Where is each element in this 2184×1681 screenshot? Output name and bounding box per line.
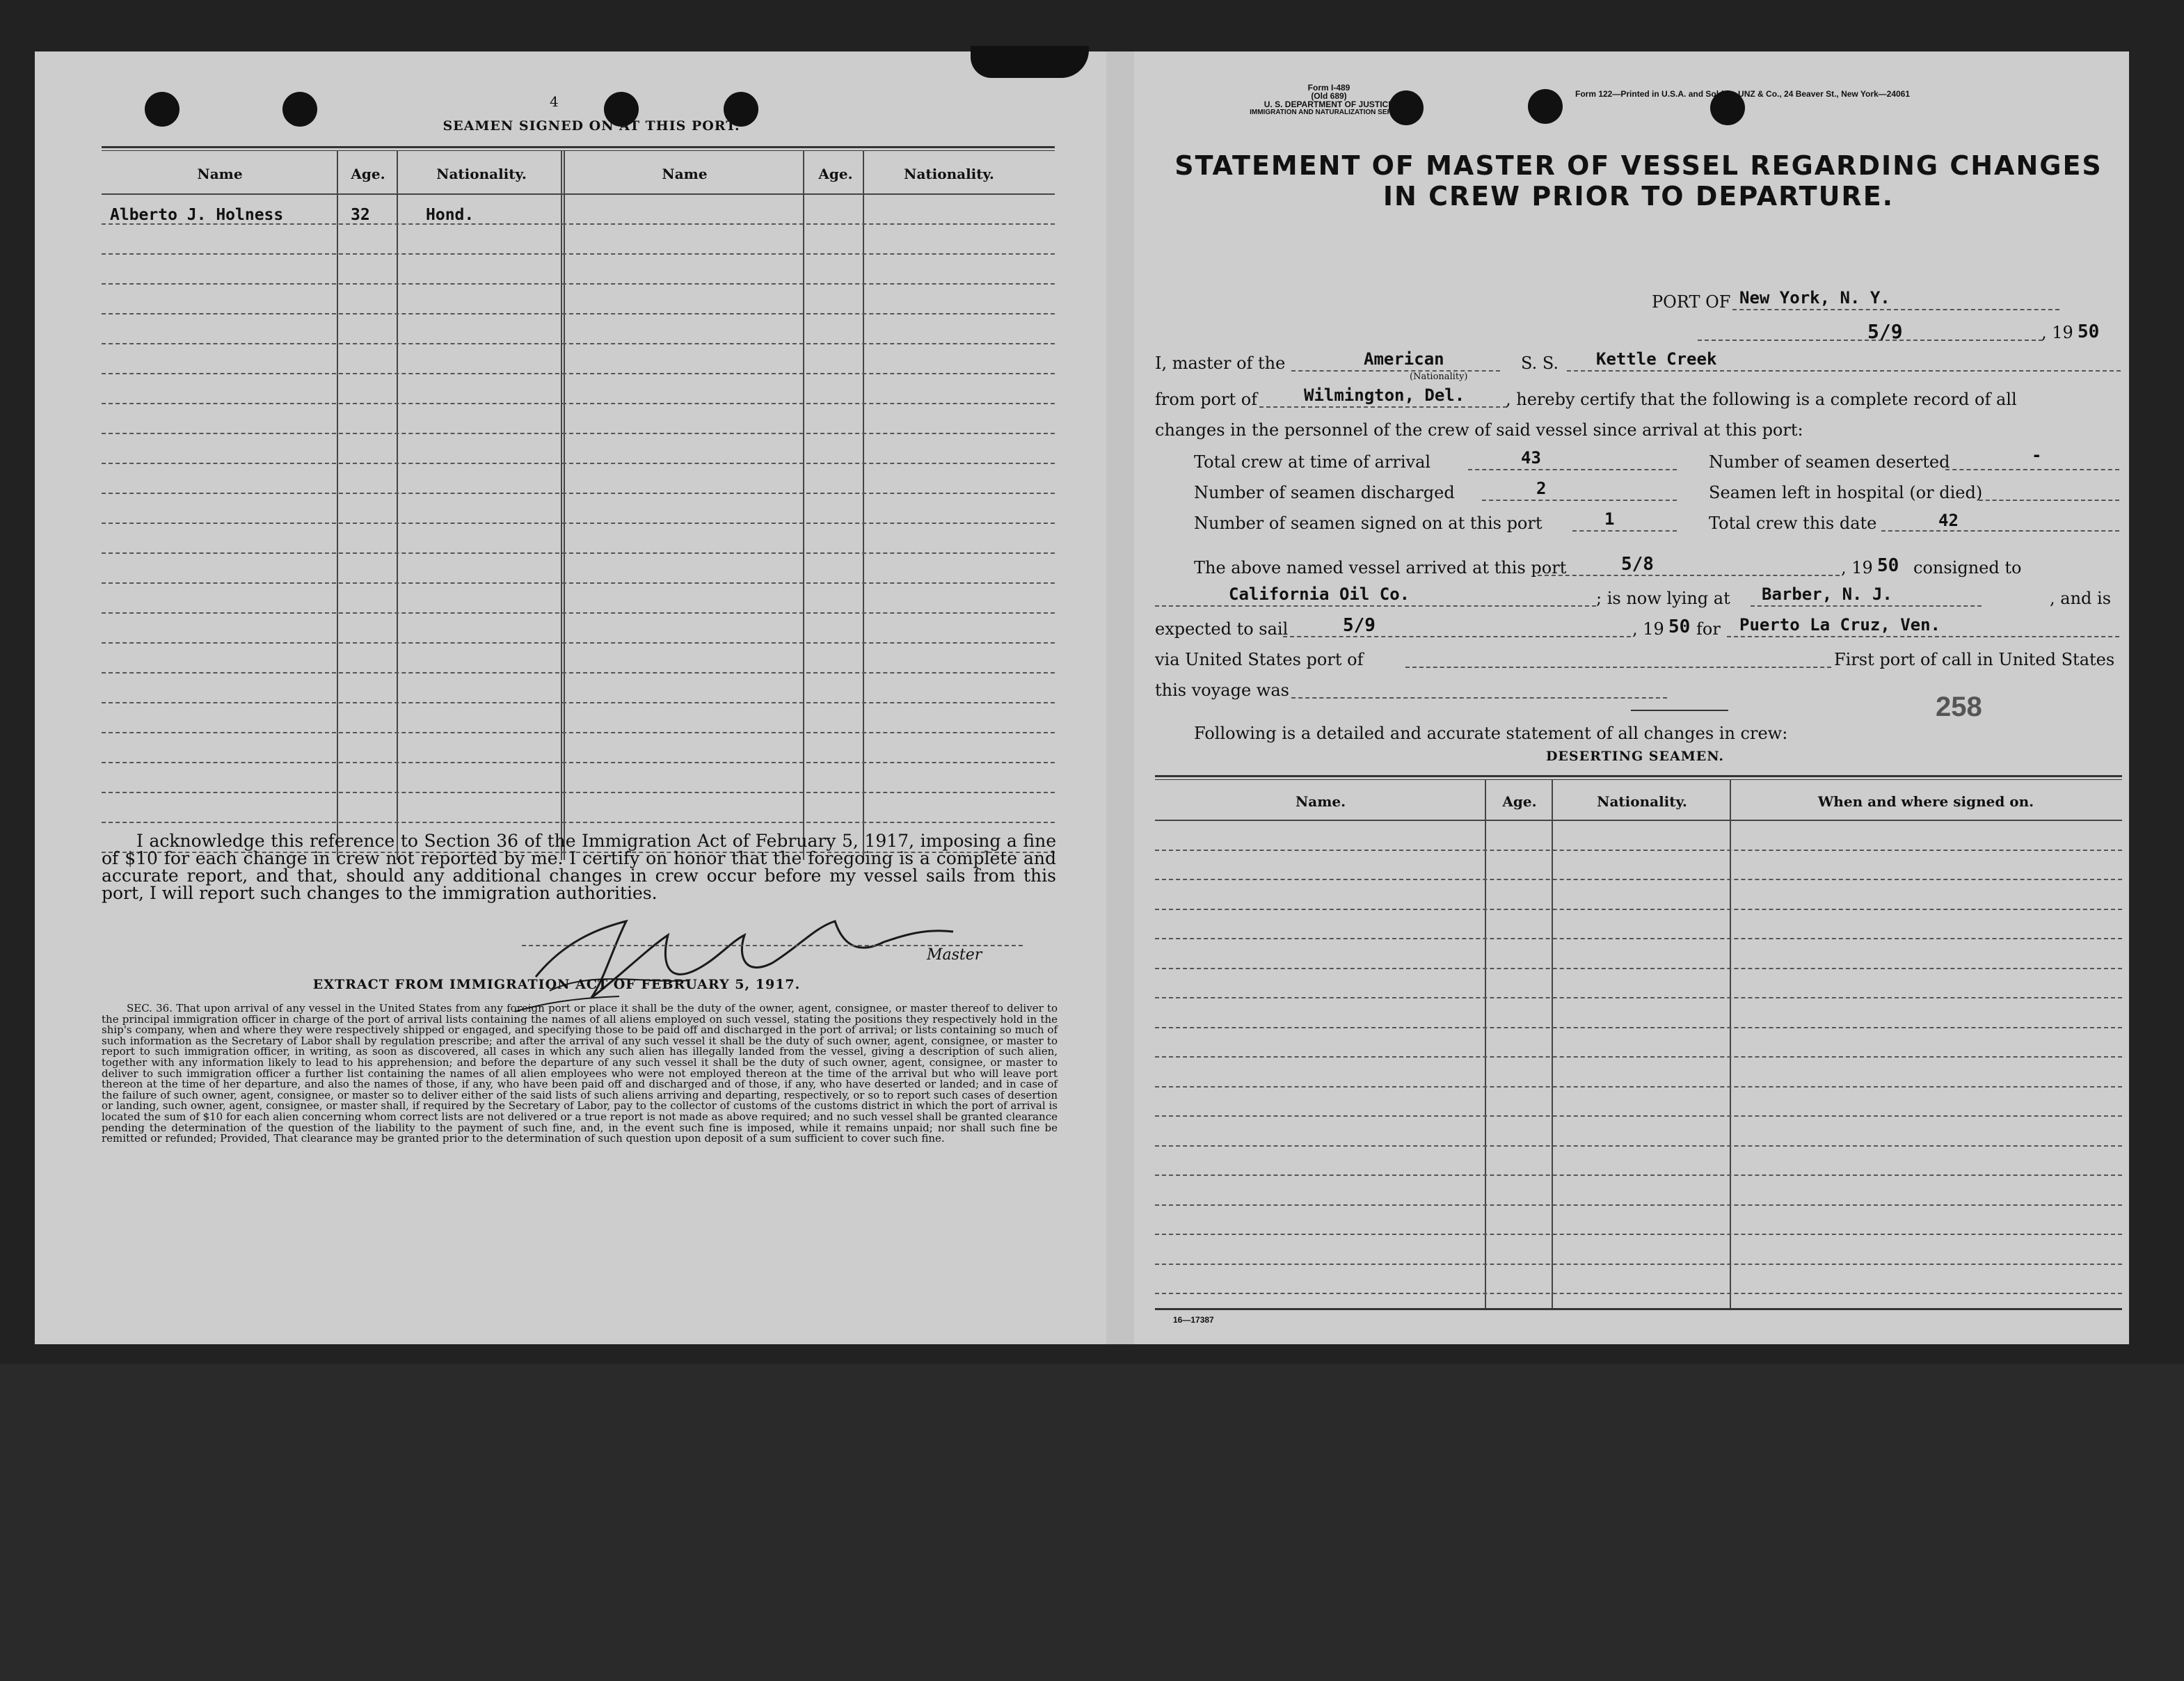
row-name: Alberto J. Holness xyxy=(110,206,284,224)
document-sheet xyxy=(35,51,2129,1344)
destination-value: Puerto La Cruz, Ven. xyxy=(1739,615,1940,635)
ruled-line xyxy=(102,642,1055,644)
ruled-line xyxy=(1155,1115,2122,1117)
date-value: 5/9 xyxy=(1867,320,1903,343)
ruled-line xyxy=(1155,879,2122,880)
ruled-line xyxy=(1155,1264,2122,1265)
arrived-value: 5/8 xyxy=(1621,554,1654,575)
total-date-label: Total crew this date xyxy=(1709,513,1877,533)
ruled-line xyxy=(102,732,1055,733)
ruled-line xyxy=(102,552,1055,554)
signed-on-value: 1 xyxy=(1604,509,1615,529)
extract-text: SEC. 36. That upon arrival of any vessel in the United States from any foreign port or place it shall be the duty of the owner, agent, consignee, or master thereof to deliver to the principal immigration officer in charge of the port of arrival lists containing the names of all aliens employed on such vessel, stating the positions they respectively hold in the ship's company, when and where they were respectively shipped or engaged, and specifying those to be paid off and discharged in the port of arrival; or lists containing so much of such information as the Secretary of Labor shall by regulation prescribe; and after the arrival of any such vessel it shall be the duty of such owner, agent, consignee, or master to report to such immigration officer, in writing, as soon as discovered, all cases in which any such alien has illegally landed from the vessel, giving a description of such alien, together with any information likely to lead to his apprehension; and before the departure of any such vessel it shall be the duty of such owner, agent, consignee, or master to deliver to such immigration officer a further list containing the names of all alien employees who were not employed thereon at the time of the arrival but who will leave port thereon at the time of her departure, and also the names of those, if any, who have been paid off and discharged and of those, if any, who have deserted or landed; and in case of the failure of such owner, agent, consignee, or master so to deliver either of the said lists of such aliens arriving and departing, respectively, or so to report such cases of desertion or landing, such owner, agent, consignee, or master shall, if required by the Secretary of Labor, pay to the collector of customs of the customs district in which the port of arrival is located the sum of $10 for each alien concerning whom correct lists are not delivered or a true report is not made as above required; and no such vessel shall be granted clearance pending the determination of the question of the liability to the payment of such fine, and, in the event such fine is imposed, while it remains unpaid; nor shall such fine be remitted or refunded; Provided, That clearance may be granted prior to the determination of such question upon deposit of a sum sufficient to cover such fine. xyxy=(102,1002,1058,1145)
via-label: via United States port of xyxy=(1155,650,1364,669)
ruled-line xyxy=(1155,909,2122,910)
acknowledgement-text: I acknowledge this reference to Section 36 of the Immigration Act of February 5, 1917, imposing a fine of $10 for each change in crew not reported by me. I certify on honor that the foregoing is a complete and accurate report, and that, should any additional changes in crew occur before my vessel sails from this port, I will report such changes to the immigration authorities. xyxy=(102,831,1056,903)
scan-background xyxy=(0,1364,2184,1681)
form-old: (Old 689) xyxy=(1311,91,1347,101)
deserting-heading: DESERTING SEAMEN. xyxy=(1545,749,1725,764)
form-number: Form I-489 xyxy=(1307,83,1350,93)
and-is-label: , and is xyxy=(2050,589,2112,608)
service: IMMIGRATION AND NATURALIZATION SERVICE xyxy=(1250,109,1408,116)
year-value: 50 xyxy=(2078,321,2100,342)
ruled-line xyxy=(1155,1056,2122,1058)
ruled-line xyxy=(102,433,1055,434)
signed-on-label: Number of seamen signed on at this port xyxy=(1194,513,1543,533)
arrived-year-prefix: , 19 xyxy=(1841,558,1873,577)
total-date-value: 42 xyxy=(1938,511,1959,530)
master-label: Master xyxy=(927,946,982,964)
from-port-value: Wilmington, Del. xyxy=(1304,385,1465,405)
ss-label: S. S. xyxy=(1521,353,1559,373)
ruled-line xyxy=(1155,1234,2122,1235)
port-value: New York, N. Y. xyxy=(1739,288,1890,308)
stamp-number: 258 xyxy=(1936,692,1982,722)
ruled-line xyxy=(1155,1027,2122,1028)
col-header-age: Age. xyxy=(351,166,385,182)
ruled-line xyxy=(102,313,1055,314)
ruled-line xyxy=(1155,1174,2122,1176)
ruled-line xyxy=(102,762,1055,763)
sail-year-prefix: , 19 xyxy=(1632,619,1664,639)
form-title xyxy=(1155,150,2122,212)
discharged-value: 2 xyxy=(1536,479,1547,498)
hospital-label: Seamen left in hospital (or died) xyxy=(1709,483,1983,502)
ruled-line xyxy=(102,702,1055,703)
ruled-line xyxy=(102,403,1055,404)
row-nationality: Hond. xyxy=(426,206,475,224)
consignee-value: California Oil Co. xyxy=(1229,584,1410,604)
total-arrival-label: Total crew at time of arrival xyxy=(1194,452,1431,472)
ruled-line xyxy=(102,343,1055,344)
certify-text: , hereby certify that the following is a complete record of all xyxy=(1506,390,2017,409)
col-header-age-2: Age. xyxy=(818,166,853,182)
lying-label: ; is now lying at xyxy=(1596,589,1730,608)
ruled-line xyxy=(1155,1145,2122,1147)
col-header-nationality: Nationality. xyxy=(436,166,527,182)
footer-code: 16—17387 xyxy=(1173,1315,1214,1325)
discharged-label: Number of seamen discharged xyxy=(1194,483,1455,502)
ruled-line xyxy=(102,822,1055,823)
ruled-line xyxy=(1155,968,2122,969)
arrived-label: The above named vessel arrived at this port xyxy=(1194,558,1567,577)
ruled-line xyxy=(102,523,1055,524)
arrived-year-value: 50 xyxy=(1877,555,1899,576)
consigned-label: consigned to xyxy=(1913,558,2022,577)
sail-year-value: 50 xyxy=(1668,616,1691,637)
title-line-1: STATEMENT OF MASTER OF VESSEL REGARDING CHANGES xyxy=(1174,150,2103,181)
ruled-line xyxy=(102,582,1055,584)
nationality-value: American xyxy=(1364,349,1444,369)
right-page xyxy=(1134,51,2129,1344)
nationality-caption: (Nationality) xyxy=(1410,372,1468,382)
ruled-line xyxy=(102,283,1055,285)
first-port-label: First port of call in United States xyxy=(1834,650,2115,669)
ruled-line xyxy=(1155,850,2122,851)
ruled-line xyxy=(102,253,1055,255)
printer-line: Form 122—Printed in U.S.A. and Sold by UNZ & Co., 24 Beaver St., New York—24061 xyxy=(1575,89,1911,99)
title-line-2: IN CREW PRIOR TO DEPARTURE. xyxy=(1382,181,1895,212)
page-fold xyxy=(1106,51,1134,1344)
ruled-line xyxy=(102,373,1055,374)
year-prefix: , 19 xyxy=(2041,323,2073,342)
changes-text: changes in the personnel of the crew of said vessel since arrival at this port: xyxy=(1155,420,1803,440)
col-header-name-2: Name xyxy=(662,166,708,182)
lying-value: Barber, N. J. xyxy=(1762,584,1892,604)
ruled-line xyxy=(1155,997,2122,998)
deserting-col-signed-on: When and where signed on. xyxy=(1817,793,2034,810)
ruled-line xyxy=(102,792,1055,793)
ruled-line xyxy=(1155,1086,2122,1088)
total-arrival-value: 43 xyxy=(1521,448,1541,468)
deserting-col-age: Age. xyxy=(1502,793,1537,810)
following-text: Following is a detailed and accurate statement of all changes in crew: xyxy=(1194,724,1788,743)
ruled-line xyxy=(1155,1293,2122,1294)
form-number-block xyxy=(1245,83,1412,117)
deserted-value: - xyxy=(2032,445,2042,465)
deserting-col-nationality: Nationality. xyxy=(1597,793,1687,810)
department: U. S. DEPARTMENT OF JUSTICE xyxy=(1264,99,1394,109)
extract-title: EXTRACT FROM IMMIGRATION ACT OF FEBRUARY 5, 1917. xyxy=(312,977,801,992)
left-page xyxy=(35,51,1106,1344)
col-header-name: Name xyxy=(197,166,243,182)
for-label: for xyxy=(1696,619,1721,639)
ship-value: Kettle Creek xyxy=(1596,349,1717,369)
master-of-label: I, master of the xyxy=(1155,353,1286,373)
ruled-line xyxy=(1155,1204,2122,1206)
deserted-label: Number of seamen deserted xyxy=(1709,452,1950,472)
expected-label: expected to sail xyxy=(1155,619,1289,639)
signed-on-heading: SEAMEN SIGNED ON AT THIS PORT. xyxy=(443,118,740,134)
port-label: PORT OF xyxy=(1652,292,1731,312)
ruled-line xyxy=(102,612,1055,614)
ruled-line xyxy=(102,493,1055,494)
sail-value: 5/9 xyxy=(1343,615,1376,636)
from-port-label: from port of xyxy=(1155,390,1258,409)
page-number: 4 xyxy=(550,93,559,110)
deserting-col-name: Name. xyxy=(1295,793,1346,810)
voyage-label: this voyage was xyxy=(1155,680,1289,700)
col-header-nationality-2: Nationality. xyxy=(904,166,994,182)
row-age: 32 xyxy=(351,206,370,224)
ruled-line xyxy=(102,672,1055,674)
ruled-line xyxy=(102,463,1055,464)
ruled-line xyxy=(1155,938,2122,939)
